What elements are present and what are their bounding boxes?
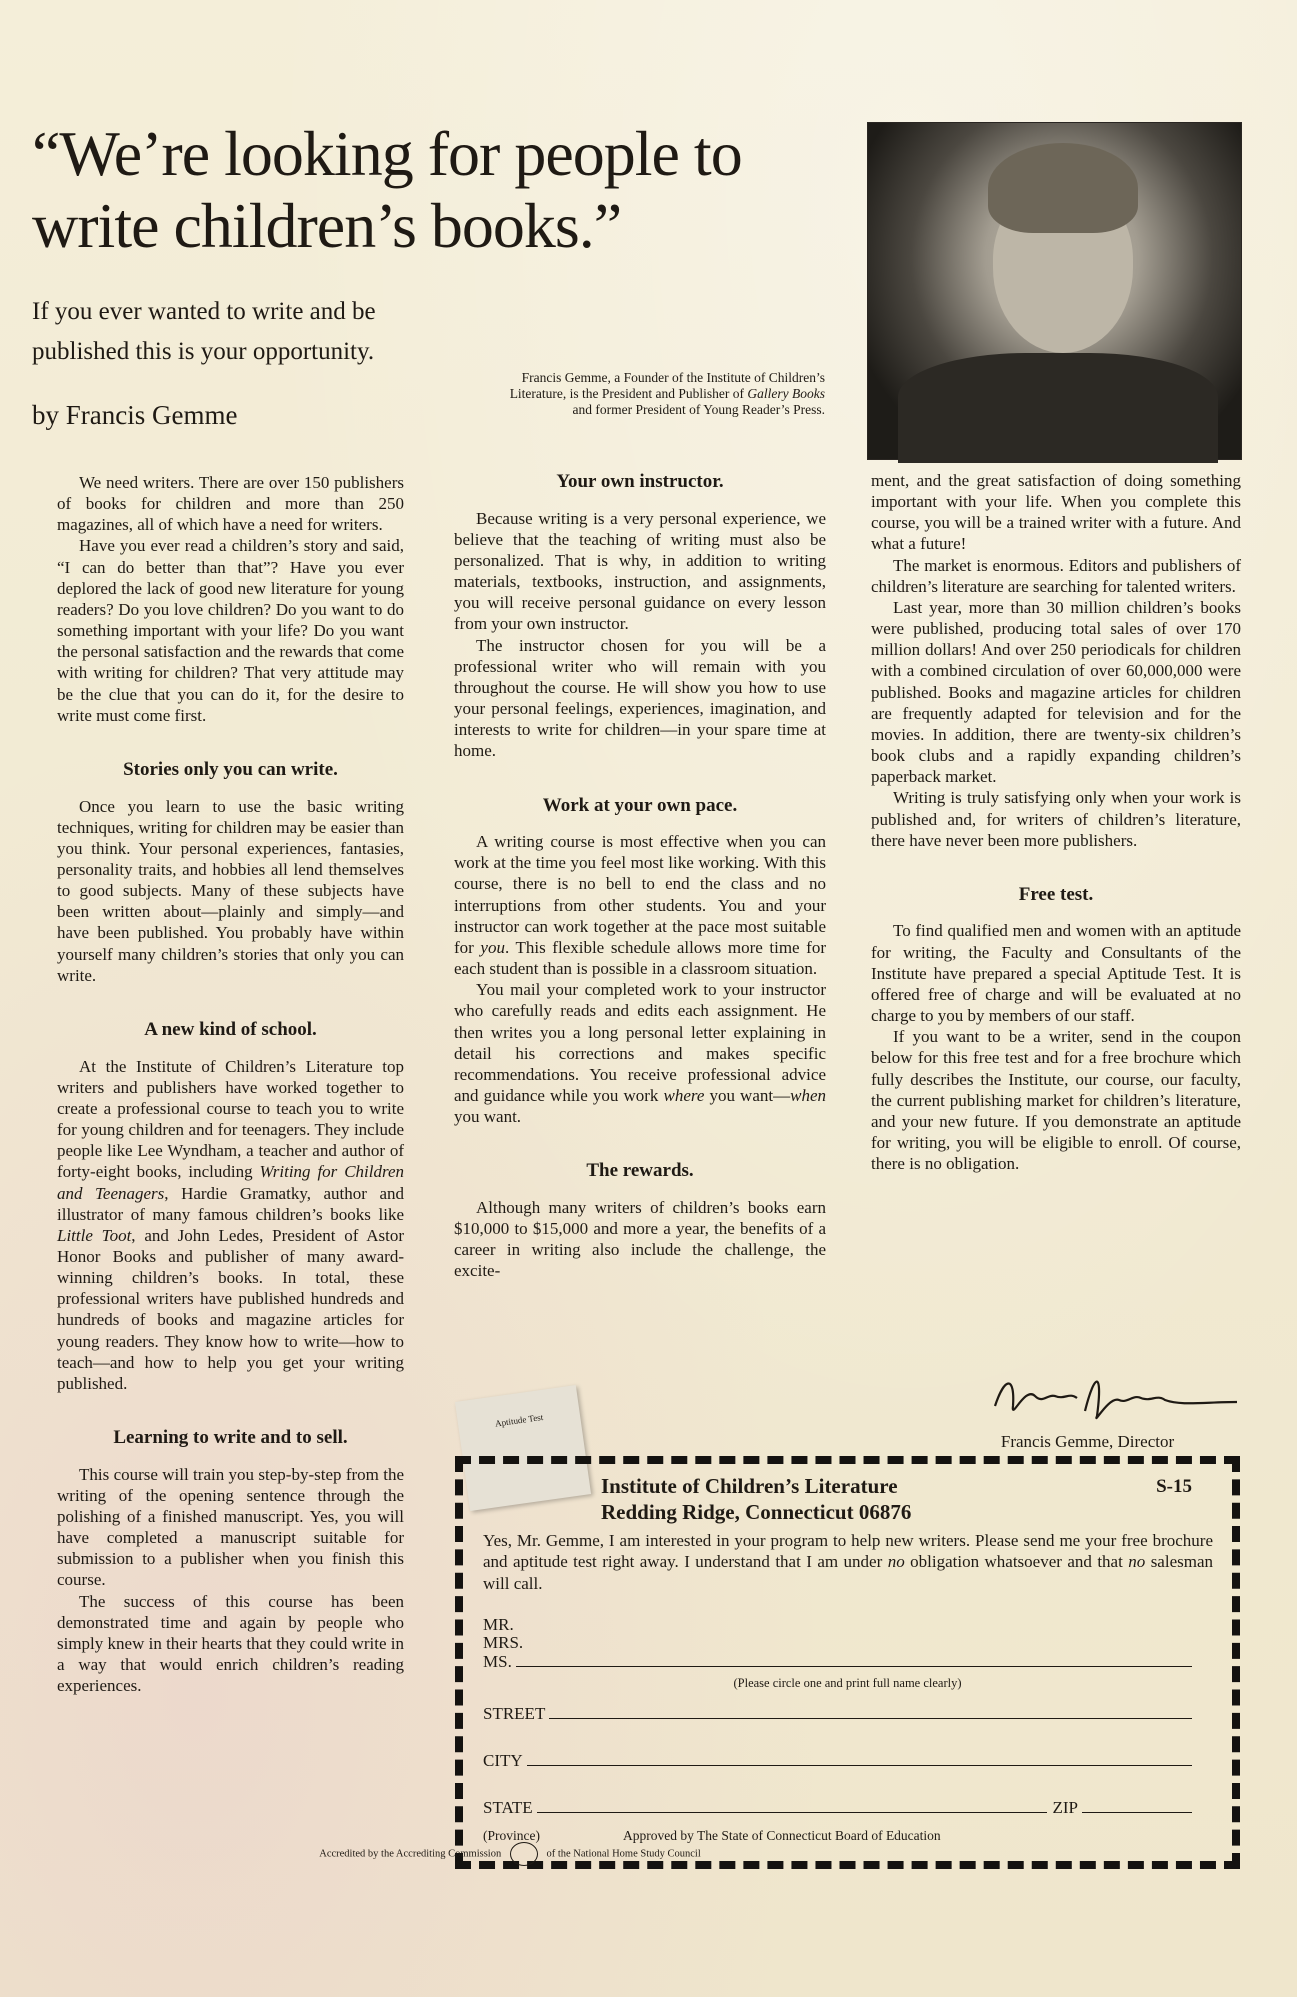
emphasis-italic: you xyxy=(480,937,505,957)
section-heading-school: A new kind of school. xyxy=(144,1018,317,1040)
city-label: CITY xyxy=(483,1751,523,1770)
city-field-row xyxy=(483,1751,1212,1771)
paragraph: Writing is truly satisfying only when your work is published and, for writers of children’s literature, there have never been more publishers. xyxy=(871,788,1241,850)
text-run: Accredited by the Accrediting Commission xyxy=(319,1848,502,1860)
subhead: If you ever wanted to write and be published this is your opportunity. xyxy=(32,298,376,365)
text-run: At the Institute of Children’s Literature top writers and publishers have worked together to create a professional course to teach you to write for young children and for teenagers. They include people like Lee Wyndham, a teacher and author of forty-eight books, including xyxy=(57,1056,404,1182)
name-input-line[interactable] xyxy=(516,1665,1192,1667)
paragraph: Once you learn to use the basic writing techniques, writing for children may be easier than you think. Your personal experiences, fantasies, personality traits, and hobbies all lend themselves to good subjects. Many of these subjects have been written about—plainly and simply—and have been published. You probably have within yourself many children’s stories that only you can write. xyxy=(57,796,404,985)
text-run: Yes, Mr. Gemme, I am interested in your program to help new writers. Please send me your free brochure and aptitude test right away. I understand that I am under xyxy=(483,1531,1213,1572)
emphasis-italic: no xyxy=(887,1552,905,1572)
paragraph: Have you ever read a children’s story and said, “I can do better than that”? Have you ever deplored the lack of good new literature for young readers? Do you love children? Do you want to do something important with your life? Do you want the personal satisfaction and the rewards that come with writing for children? That very attitude may be the clue that you can do it, for the desire to write must come first. xyxy=(57,536,404,725)
article-column-1 xyxy=(57,472,404,1696)
coupon-code: S-15 xyxy=(1156,1476,1192,1497)
section-heading-instructor: Your own instructor. xyxy=(556,471,724,492)
section-heading-rewards: The rewards. xyxy=(586,1160,694,1182)
paragraph: Last year, more than 30 million children’s books were published, producing total sales of over 170 million dollars! And over 250 periodicals for children with a combined circulation of over 60,000,000 were published. Books and magazine articles for children are frequently adapted for television and for the movies. In addition, there are twenty-six children’s book clubs and a rapidly expanding children’s paperback market. xyxy=(871,597,1241,787)
paragraph: This course will train you step-by-step from the writing of the opening sentence through the polishing of a finished manuscript. Yes, you will have completed a manuscript suitable for submission to a publisher when you finish this course. xyxy=(57,1464,404,1590)
title-option-mrs[interactable]: MRS. xyxy=(483,1632,524,1652)
zip-label: ZIP xyxy=(1052,1798,1078,1817)
section-heading-stories: Stories only you can write. xyxy=(123,758,338,780)
emphasis-italic: no xyxy=(1128,1552,1146,1572)
caption-italic-gallery: Gallery Books xyxy=(747,385,825,401)
coupon-body-text xyxy=(483,1530,1213,1594)
zip-input-line[interactable] xyxy=(1082,1811,1192,1813)
portrait-hair-shape xyxy=(988,143,1138,233)
state-label: STATE xyxy=(483,1798,533,1817)
caption-text: Francis Gemme, a Founder of the Institute of Children’s Literature, is the President and Publisher of xyxy=(509,370,825,401)
street-label: STREET xyxy=(483,1704,546,1723)
accreditation-line xyxy=(120,1842,900,1866)
paragraph xyxy=(57,1056,404,1395)
street-input-line[interactable] xyxy=(549,1717,1192,1719)
byline: by Francis Gemme xyxy=(32,400,238,430)
state-zip-field-row xyxy=(483,1798,1212,1818)
order-coupon xyxy=(455,1456,1240,1869)
text-run: , and John Ledes, President of Astor Honor Books and publisher of many award-winning children’s books. In total, these professional writers have published hundreds and hundreds of books and magazine articles for young readers. They know how to write—how to teach—and how to help you get your writing published. xyxy=(57,1225,404,1393)
paragraph: ment, and the great satisfaction of doing something important with your life. When you complete this course, you will be a trained writer with a future. And what a future! xyxy=(871,471,1241,554)
text-run: , Hardie Gramatky, author and illustrator of many famous children’s books like xyxy=(57,1183,404,1224)
paragraph: Although many writers of children’s books earn $10,000 to $15,000 and more a year, the benefits of a career in writing also include the challenge, the excite- xyxy=(454,1197,826,1281)
headline: “We’re looking for people to write children’s books.” xyxy=(32,118,742,262)
book-title-italic: Writing for Children and Teenagers xyxy=(57,1162,405,1203)
caption-text-2: and former President of Young Reader’s Press. xyxy=(572,401,825,417)
street-field-row xyxy=(483,1704,1212,1724)
paragraph: The instructor chosen for you will be a professional writer who will remain with you throughout the course. He will show you how to use your personal feelings, experiences, imagination, and interests to write for children—in your spare time at home. xyxy=(454,635,826,761)
paragraph xyxy=(454,979,826,1127)
name-field-row xyxy=(483,1652,1212,1672)
paragraph: The success of this course has been demonstrated time and again by people who simply knew in their hearts that they could write in a way that would enrich children’s reading experiences. xyxy=(57,1591,405,1696)
text-run: salesman will call. xyxy=(483,1552,1214,1593)
text-run: you want— xyxy=(709,1086,791,1106)
text-run: . This flexible schedule allows more time for each student than is possible in a classroom situation. xyxy=(454,937,826,979)
section-heading-sell: Learning to write and to sell. xyxy=(113,1427,348,1449)
paragraph: Because writing is a very personal experience, we believe that the teaching of writing must also be personalized. That is why, in addition to writing materials, textbooks, instruction, and assignments, you will receive personal guidance on every lesson from your own instructor. xyxy=(454,508,826,634)
section-heading-free-test: Free test. xyxy=(1018,883,1094,905)
photo-caption xyxy=(500,370,825,418)
text-run: obligation whatsoever and that xyxy=(910,1552,1123,1572)
text-run: A writing course is most effective when you can work at the time you feel most like working. With this course, there is no bell to end the class and no interruptions from other students. You and your instructor can work together at the pace most suitable for xyxy=(454,832,826,957)
nhsc-seal-icon xyxy=(510,1842,538,1866)
coupon-institute-name: Institute of Children’s Literature xyxy=(601,1474,898,1498)
state-input-line[interactable] xyxy=(537,1811,1047,1813)
signature-caption: Francis Gemme, Director xyxy=(1000,1432,1175,1451)
portrait-body-shape xyxy=(898,353,1218,463)
province-label: (Province) xyxy=(483,1828,540,1843)
text-run: of the National Home Study Council xyxy=(546,1848,701,1860)
title-option-mr[interactable]: MR. xyxy=(483,1615,514,1634)
paragraph: The market is enormous. Editors and publishers of children’s literature are searching for talented writers. xyxy=(871,555,1241,596)
article-column-3 xyxy=(871,470,1241,1174)
paragraph: If you want to be a writer, send in the coupon below for this free test and for a free brochure which fully describes the Institute, our course, our faculty, the current publishing market for children’s literature, and your new future. If you demonstrate an aptitude for writing, you will be eligible to enroll. Of course, there is no obligation. xyxy=(871,1027,1241,1174)
book-title-italic: Little Toot xyxy=(57,1225,132,1245)
emphasis-italic: where xyxy=(663,1086,705,1106)
approval-note: Approved by The State of Connecticut Board of Education xyxy=(623,1828,941,1843)
text-run: You mail your completed work to your instructor who carefully reads and edits each assignment. He then writes you a long personal letter explaining in detail his corrections and makes specific recommendations. You receive professional advice and guidance while you work xyxy=(454,980,826,1106)
section-heading-pace: Work at your own pace. xyxy=(542,794,738,816)
booklet-label: Aptitude Test xyxy=(494,1411,544,1429)
signature-image xyxy=(985,1366,1245,1426)
emphasis-italic: when xyxy=(790,1086,826,1106)
title-options xyxy=(483,1616,523,1652)
text-run: you want. xyxy=(454,1107,522,1127)
paragraph: To find qualified men and women with an aptitude for writing, the Faculty and Consultants of the Institute have prepared a special Aptitude Test. It is offered free of charge and will be evaluated at no charge to you by members of our staff. xyxy=(871,921,1241,1026)
author-portrait-photo xyxy=(867,122,1242,460)
paragraph: We need writers. There are over 150 publishers of books for children and more than 250 magazines, all of which have a need for writers. xyxy=(57,473,404,535)
title-option-ms[interactable]: MS. xyxy=(483,1652,512,1671)
coupon-address: Redding Ridge, Connecticut 06876 xyxy=(601,1500,912,1524)
city-input-line[interactable] xyxy=(527,1764,1192,1766)
article-column-2 xyxy=(454,470,826,1282)
name-field-note: (Please circle one and print full name clearly) xyxy=(733,1676,962,1690)
paragraph xyxy=(454,831,826,979)
